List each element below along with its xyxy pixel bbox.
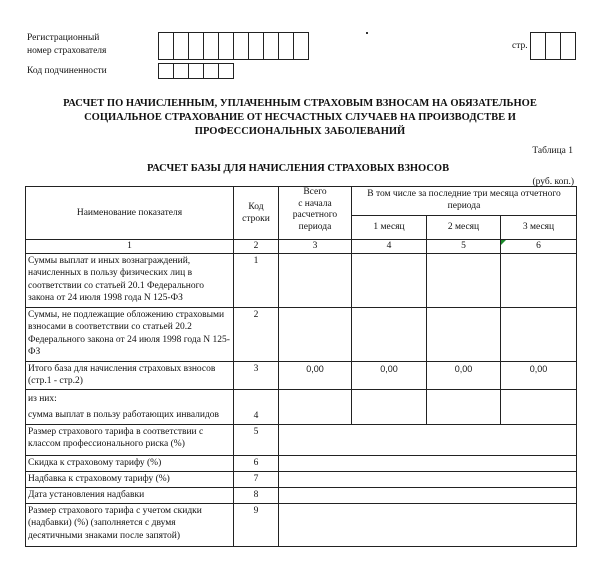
column-number [501,240,577,254]
subordination-code-field[interactable] [158,63,234,79]
subordination-code-box[interactable] [159,63,174,79]
reg-number-box[interactable] [174,32,189,60]
table-label: Таблица 1 [532,146,573,156]
table-row [26,471,577,487]
row-code: 8 [234,487,279,503]
page-number-box[interactable] [546,32,561,60]
reg-number-box[interactable] [204,32,219,60]
reg-number-box[interactable] [294,32,309,60]
table-row [26,503,577,546]
row-value-input[interactable] [279,487,577,503]
column-number: 1 [26,240,234,254]
row-month1-value[interactable]: 0,00 [352,361,427,389]
reg-number-box[interactable] [189,32,204,60]
row-name: Надбавка к страховому тарифу (%) [26,471,234,487]
header-month1: 1 месяц [352,216,427,240]
column-number-row [26,240,577,254]
reg-number-box[interactable] [159,32,174,60]
row-value-input[interactable] [279,471,577,487]
reg-number-box[interactable] [279,32,294,60]
header-code [234,187,279,240]
row-code: 7 [234,471,279,487]
row-name-line2: сумма выплат в пользу работающих инвалидов [28,409,220,420]
row-month2-input[interactable] [427,253,501,307]
column-number: 4 [352,240,427,254]
table-row [26,487,577,503]
page-number-box[interactable] [531,32,546,60]
reg-number-box[interactable] [249,32,264,60]
column-number: 3 [279,240,352,254]
document-title-line1: РАСЧЕТ ПО НАЧИСЛЕННЫМ, УПЛАЧЕННЫМ СТРАХОВЫМ ВЗНОСАМ НА ОБЯЗАТЕЛЬНОЕ [63,98,537,109]
row-value-input[interactable] [279,455,577,471]
table-row [26,455,577,471]
row-name: Дата установления надбавки [26,487,234,503]
subordination-code-box[interactable] [219,63,234,79]
row-name: Скидка к страховому тарифу (%) [26,455,234,471]
subordination-code-box[interactable] [204,63,219,79]
row-month3-input[interactable] [501,253,577,307]
table-row [26,424,577,455]
header-total-line3: расчетного [292,210,338,220]
column-number: 5 [427,240,501,254]
row-total-input[interactable] [279,389,352,424]
document-title [0,97,600,139]
row-month1-input[interactable] [352,307,427,361]
row-month2-input[interactable] [427,307,501,361]
row-name [26,389,234,424]
stray-dot [366,32,368,34]
row-month3-input[interactable] [501,307,577,361]
row-code: 1 [234,253,279,307]
column-number-6: 6 [536,241,541,251]
row-name: Размер страхового тарифа с учетом скидки (надбавки) (%) (заполняется с двумя десятичными знаками после запятой) [26,503,234,546]
row-code: 3 [234,361,279,389]
row-total-input[interactable] [279,253,352,307]
row-month1-input[interactable] [352,389,427,424]
row-name: Размер страхового тарифа в соответствии с классом профессионального риска (%) [26,424,234,455]
calculation-table [25,186,577,547]
row-total-input[interactable] [279,307,352,361]
row-month3-value[interactable]: 0,00 [501,361,577,389]
header-total [279,187,352,240]
row-month3-input[interactable] [501,389,577,424]
table-row [26,307,577,361]
reg-number-box[interactable] [219,32,234,60]
table-row [26,253,577,307]
row-code: 6 [234,455,279,471]
row-value-input[interactable] [279,503,577,546]
row-code: 9 [234,503,279,546]
row-name: Суммы выплат и иных вознаграждений, начисленных в пользу физических лиц в соответствии со статьей 20.1 Федерального закона от 24 июля 1998 года N 125-ФЗ [26,253,234,307]
header-total-line1: Всего [303,187,327,197]
reg-number-box[interactable] [264,32,279,60]
document-title-line2: СОЦИАЛЬНОЕ СТРАХОВАНИЕ ОТ НЕСЧАСТНЫХ СЛУЧАЕВ НА ПРОИЗВОДСТВЕ И [84,112,516,123]
subordination-code-box[interactable] [174,63,189,79]
header-group-last-three-months: В том числе за последние три месяца отчетного периода [352,187,577,216]
document-title-line3: ПРОФЕССИОНАЛЬНЫХ ЗАБОЛЕВАНИЙ [194,126,406,137]
row-name-line1: из них: [28,393,57,404]
row-month1-input[interactable] [352,253,427,307]
cell-comment-indicator-icon [501,240,506,245]
table-title: РАСЧЕТ БАЗЫ ДЛЯ НАЧИСЛЕНИЯ СТРАХОВЫХ ВЗНОСОВ [147,163,450,174]
column-number: 2 [234,240,279,254]
reg-number-label-line1: Регистрационный [27,33,100,43]
page-number-box[interactable] [561,32,576,60]
subordination-code-label: Код подчиненности [27,66,107,76]
row-code: 2 [234,307,279,361]
header-total-line4: периода [298,221,332,232]
reg-number-label-line2: номер страхователя [27,46,107,56]
row-name: Итого база для начисления страховых взносов (стр.1 - стр.2) [26,361,234,389]
reg-number-box[interactable] [234,32,249,60]
row-value-input[interactable] [279,424,577,455]
units-label: (руб. коп.) [532,177,574,187]
header-total-line2: с начала [298,198,332,209]
header-code-line1: Код [248,201,264,212]
table-row [26,389,577,424]
reg-number-field[interactable] [158,32,309,60]
subordination-code-box[interactable] [189,63,204,79]
row-code: 5 [234,424,279,455]
row-total-value[interactable]: 0,00 [279,361,352,389]
row-month2-value[interactable]: 0,00 [427,361,501,389]
header-month3: 3 месяц [501,216,577,240]
row-month2-input[interactable] [427,389,501,424]
reg-number-label [27,32,106,58]
row-name: Суммы, не подлежащие обложению страховыми взносами в соответствии со статьей 20.2 Федерального закона от 24 июля 1998 года N 125-ФЗ [26,307,234,361]
page-label: стр. [512,41,528,51]
table-row [26,361,577,389]
page-number-field[interactable] [530,32,576,60]
header-month2: 2 месяц [427,216,501,240]
header-name: Наименование показателя [26,187,234,240]
row-code: 4 [234,389,279,424]
header-code-line2: строки [242,214,270,224]
